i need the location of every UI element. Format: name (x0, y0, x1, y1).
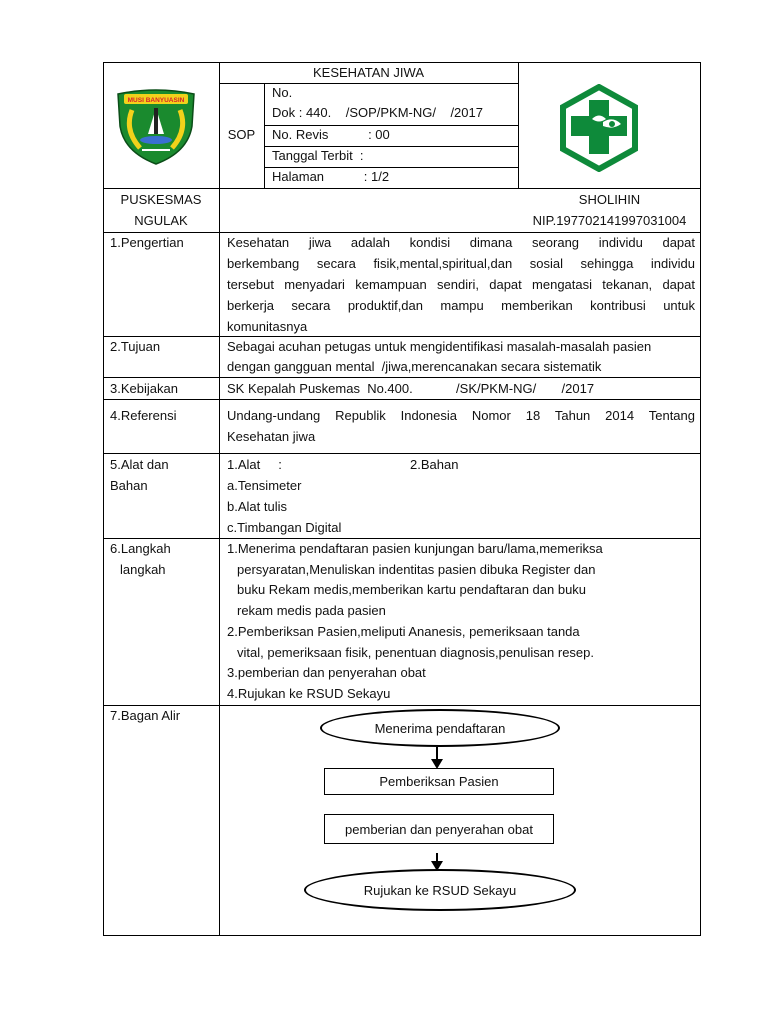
puskesmas-logo (555, 84, 643, 172)
divider (219, 62, 220, 936)
health-cross-icon (555, 84, 643, 172)
langkah-step: rekam medis pada pasien (237, 603, 386, 618)
text-line: Kesehatan jiwa (227, 429, 316, 444)
alat-heading: 1.Alat : (227, 457, 282, 472)
alat-item: c.Timbangan Digital (227, 520, 342, 535)
divider (518, 62, 519, 188)
divider (103, 453, 701, 454)
flow-step-start: Menerima pendaftaran (320, 709, 560, 747)
text-line: komunitasnya (227, 319, 308, 334)
langkah-step: buku Rekam medis,memberikan kartu pendaftaran dan buku (237, 582, 587, 597)
flow-step-medication: pemberian dan penyerahan obat (324, 814, 554, 844)
langkah-step: 3.pemberian dan penyerahan obat (227, 665, 426, 680)
pengertian-label: 1.Pengertian (110, 235, 184, 250)
bagan-label: 7.Bagan Alir (110, 708, 181, 723)
langkah-step: vital, pemeriksaan fisik, penentuan diagnosis,penulisan resep. (237, 645, 594, 660)
kebijakan-text: SK Kepalah Puskemas No.400. /SK/PKM-NG/ /2017 (227, 381, 595, 396)
langkah-step: persyaratan,Menuliskan indentitas pasien dibuka Register dan (237, 562, 596, 577)
langkah-label-2: langkah (120, 562, 166, 577)
regency-logo-icon (114, 86, 198, 166)
issue-date: Tanggal Terbit : (272, 148, 364, 163)
langkah-step: 2.Pemberiksan Pasien,meliputi Ananesis, pemeriksaan tanda (227, 624, 580, 639)
bahan-heading: 2.Bahan (410, 457, 459, 472)
tujuan-line-1: Sebagai acuhan petugas untuk mengidentifikasi masalah-masalah pasien (227, 339, 652, 354)
tujuan-line-2: dengan gangguan mental /jiwa,merencanakan secara sistematik (227, 359, 602, 374)
tujuan-label: 2.Tujuan (110, 339, 161, 354)
revision-number: No. Revis : 00 (272, 127, 390, 142)
divider (219, 83, 518, 84)
pengertian-text (227, 232, 695, 337)
referensi-text (227, 405, 695, 447)
flow-step-end: Rujukan ke RSUD Sekayu (304, 869, 576, 911)
langkah-label: 6.Langkah (110, 541, 171, 556)
kebijakan-label: 3.Kebijakan (110, 381, 178, 396)
text-line: Kesehatan jiwa adalah kondisi dimana seorang individu dapat (227, 235, 695, 250)
signer-name: SHOLIHIN (578, 192, 641, 207)
text-line: berkerja secara produktif,dan mampu memberikan kontribusi untuk (227, 298, 695, 313)
langkah-step: 1.Menerima pendaftaran pasien kunjungan baru/lama,memeriksa (227, 541, 603, 556)
text-line: berkembang secara fisik,mental,spiritual,dan sosial sehingga individu (227, 256, 695, 271)
org-name: PUSKESMAS (120, 192, 202, 207)
alat-item: b.Alat tulis (227, 499, 287, 514)
divider (103, 705, 701, 706)
alat-item: a.Tensimeter (227, 478, 302, 493)
text-line: Undang-undang Republik Indonesia Nomor 18 Tahun 2014 Tentang (227, 408, 695, 423)
alat-label: 5.Alat dan (110, 457, 169, 472)
doc-number: Dok : 440. /SOP/PKM-NG/ /2017 (272, 105, 483, 120)
signer-nip: NIP.197702141997031004 (532, 213, 687, 228)
document-title: KESEHATAN JIWA (313, 65, 424, 80)
org-location: NGULAK (134, 213, 188, 228)
svg-text:MUSI BANYUASIN: MUSI BANYUASIN (127, 97, 185, 104)
alat-label-2: Bahan (110, 478, 148, 493)
doc-no-label: No. (272, 85, 293, 100)
divider (103, 399, 701, 400)
regency-logo (114, 86, 198, 166)
divider (264, 83, 265, 188)
referensi-label: 4.Referensi (110, 408, 177, 423)
langkah-step: 4.Rujukan ke RSUD Sekayu (227, 686, 391, 701)
flow-step-exam: Pemberiksan Pasien (324, 768, 554, 795)
text-line: tersebut menyadari kemampuan sendiri, dapat mengatasi tekanan, dapat (227, 277, 695, 292)
sop-label: SOP (227, 127, 256, 142)
page-number: Halaman : 1/2 (272, 169, 390, 184)
